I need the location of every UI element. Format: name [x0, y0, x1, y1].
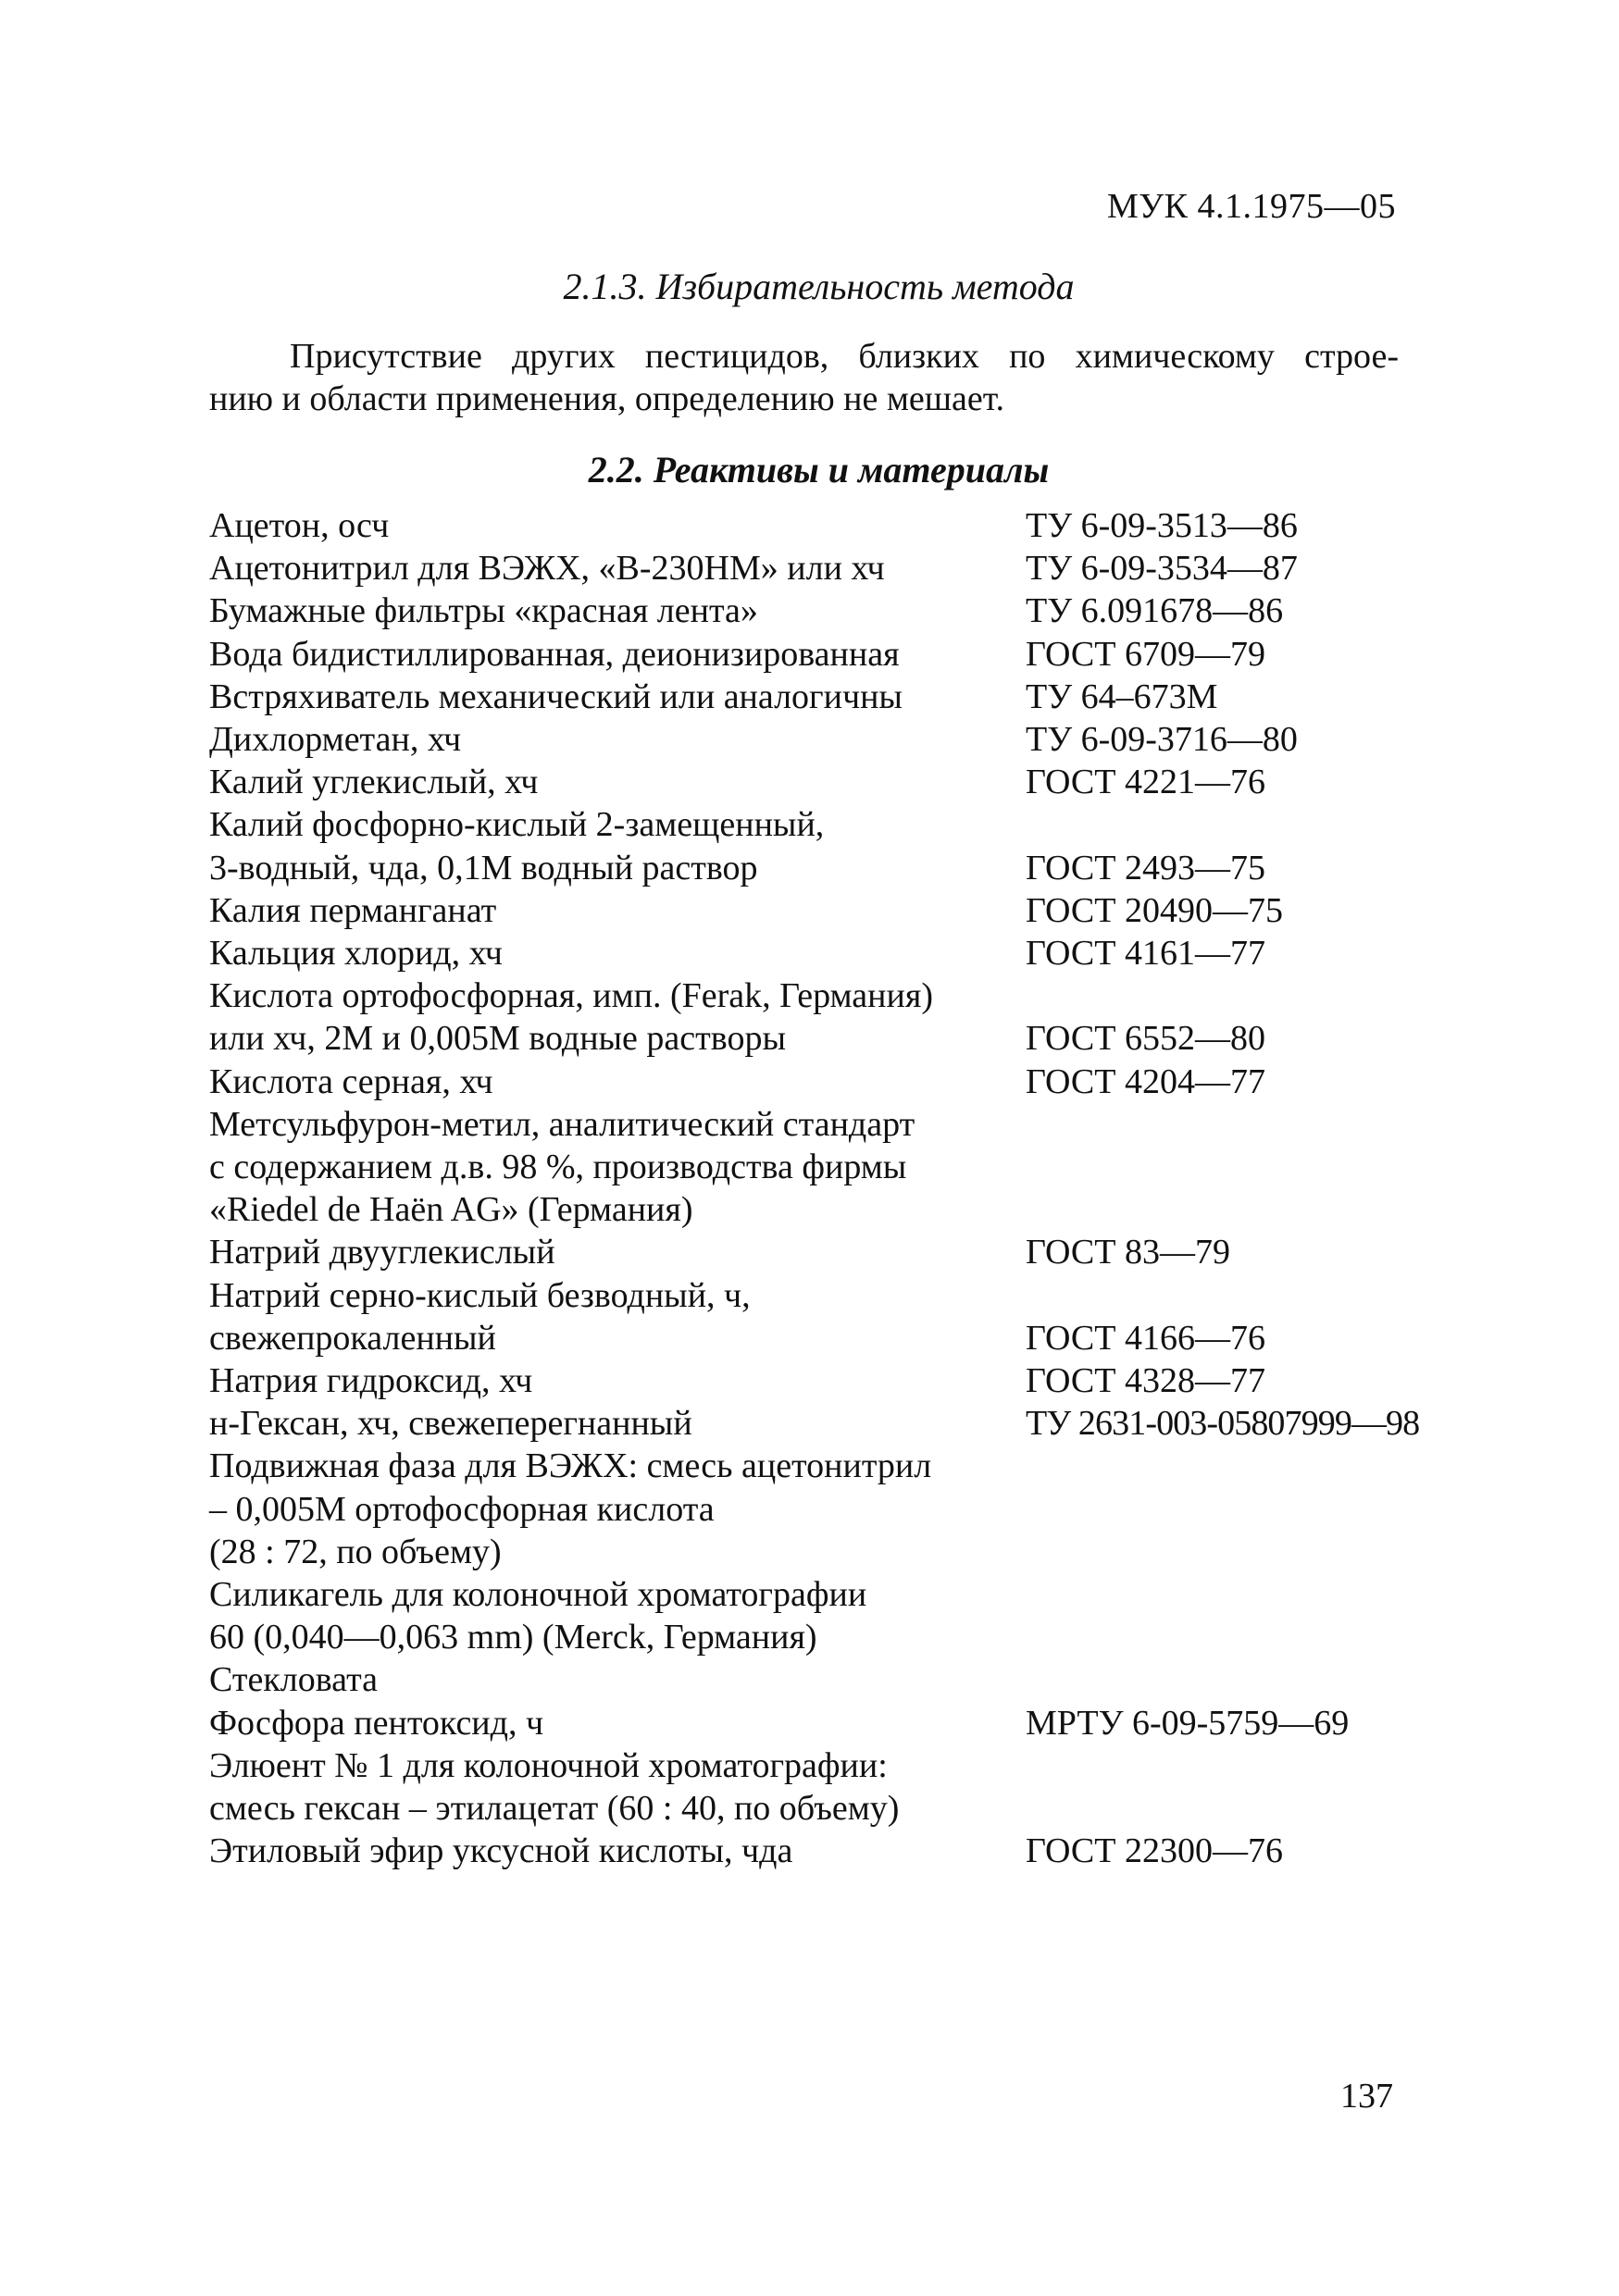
- list-item-row: [209, 1402, 1505, 1445]
- reagent-standard-empty: [1026, 974, 1505, 1017]
- list-item-row: [209, 504, 1505, 547]
- list-item: [209, 1061, 1505, 1103]
- reagent-name: Калий углекислый, хч: [209, 763, 539, 802]
- paragraph-line: Присутствие других пестицидов, близких по химическому строе-: [290, 337, 1399, 376]
- list-item-row: [209, 974, 1505, 1017]
- reagent-standard: ГОСТ 20490—75: [1026, 890, 1283, 930]
- reagent-name: Кальция хлорид, хч: [209, 934, 503, 974]
- reagent-standard-empty: [1026, 1445, 1505, 1487]
- reagent-name: н-Гексан, хч, свежеперегнанный: [209, 1404, 692, 1444]
- reagent-name: Фосфора пентоксид, ч: [209, 1703, 544, 1743]
- list-item: [209, 889, 1505, 932]
- reagent-name: (28 : 72, по объему): [209, 1532, 502, 1571]
- list-item-row: [209, 1188, 1505, 1231]
- list-item-row: [209, 847, 1505, 889]
- list-item-row: [209, 1146, 1505, 1188]
- reagent-name: смесь гексан – этилацетат (60 : 40, по объему): [209, 1789, 900, 1829]
- list-item: [209, 1830, 1505, 1872]
- reagent-standard: ТУ 6.091678—86: [1026, 591, 1284, 631]
- list-item-row: [209, 1658, 1505, 1701]
- list-item-row: [209, 1274, 1505, 1317]
- list-item-row: [209, 1531, 1505, 1573]
- reagent-name: с содержанием д.в. 98 %, производства фирмы: [209, 1148, 907, 1187]
- list-item-row: [209, 1061, 1505, 1103]
- list-item-row: [209, 1317, 1505, 1359]
- selectivity-paragraph: [209, 335, 1399, 420]
- list-item: [209, 1573, 1505, 1658]
- reagent-standard-empty: [1026, 1188, 1505, 1231]
- list-item: [209, 803, 1505, 888]
- reagent-name: Бумажные фильтры «красная лента»: [209, 591, 758, 631]
- list-item-row: [209, 1787, 1505, 1830]
- list-item: [209, 633, 1505, 676]
- list-item: [209, 504, 1505, 547]
- reagent-standard-empty: [1026, 1274, 1505, 1317]
- reagent-name: Кислота ортофосфорная, имп. (Ferak, Германия): [209, 976, 933, 1016]
- reagent-standard-empty: [1026, 1787, 1505, 1830]
- reagent-name: Натрия гидроксид, хч: [209, 1361, 533, 1401]
- list-item: [209, 718, 1505, 761]
- list-item-row: [209, 1744, 1505, 1787]
- reagent-name: Ацетон, осч: [209, 506, 390, 545]
- reagent-name: Подвижная фаза для ВЭЖХ: смесь ацетонитрил: [209, 1446, 932, 1486]
- reagent-standard-empty: [1026, 1573, 1505, 1616]
- reagent-name: Стекловата: [209, 1660, 379, 1700]
- reagent-standard: ТУ 2631-003-05807999—98: [1026, 1404, 1420, 1444]
- page-number: 137: [1340, 2077, 1393, 2116]
- reagent-name: Элюент № 1 для колоночной хроматографии:: [209, 1745, 888, 1785]
- list-item-row: [209, 718, 1505, 761]
- reagent-name: 60 (0,040—0,063 mm) (Merck, Германия): [209, 1618, 817, 1657]
- paragraph-line: нию и области применения, определению не мешает.: [209, 379, 1005, 418]
- reagent-standard: МРТУ 6-09-5759—69: [1026, 1703, 1350, 1743]
- list-item: [209, 1359, 1505, 1402]
- list-item: [209, 932, 1505, 974]
- reagent-name: Натрий серно-кислый безводный, ч,: [209, 1275, 751, 1315]
- list-item-row: [209, 1103, 1505, 1146]
- reagents-list: [209, 504, 1505, 1873]
- reagent-name: Метсульфурон-метил, аналитический стандарт: [209, 1104, 915, 1144]
- reagent-name: свежепрокаленный: [209, 1318, 496, 1358]
- list-item-row: [209, 1488, 1505, 1531]
- list-item: [209, 1402, 1505, 1445]
- reagent-name: Кислота серная, хч: [209, 1061, 493, 1101]
- reagent-standard: ТУ 6-09-3534—87: [1026, 549, 1298, 589]
- section-title-selectivity: 2.1.3. Избирательность метода: [563, 266, 1075, 307]
- reagent-name: Силикагель для колоночной хроматографии: [209, 1575, 867, 1615]
- reagent-standard: ГОСТ 6709—79: [1026, 634, 1265, 674]
- reagent-name: Этиловый эфир уксусной кислоты, чда: [209, 1831, 793, 1871]
- reagent-name: – 0,005М ортофосфорная кислота: [209, 1489, 715, 1529]
- list-item: [209, 547, 1505, 590]
- list-item-row: [209, 1573, 1505, 1616]
- list-item-row: [209, 547, 1505, 590]
- reagent-standard: ГОСТ 22300—76: [1026, 1831, 1283, 1871]
- list-item: [209, 1658, 1505, 1701]
- reagent-name: или хч, 2М и 0,005М водные растворы: [209, 1019, 786, 1059]
- reagent-standard-empty: [1026, 1531, 1505, 1573]
- reagent-standard: ГОСТ 4161—77: [1026, 934, 1265, 974]
- list-item: [209, 1231, 1505, 1273]
- reagent-standard-empty: [1026, 803, 1505, 846]
- list-item: [209, 1744, 1505, 1830]
- reagent-standard-empty: [1026, 1488, 1505, 1531]
- list-item: [209, 1274, 1505, 1359]
- list-item: [209, 974, 1505, 1060]
- list-item: [209, 761, 1505, 803]
- reagent-standard-empty: [1026, 1146, 1505, 1188]
- reagent-standard-empty: [1026, 1616, 1505, 1658]
- list-item-row: [209, 932, 1505, 974]
- reagent-standard: ГОСТ 4204—77: [1026, 1061, 1265, 1101]
- reagent-name: Калия перманганат: [209, 890, 497, 930]
- reagent-name: Натрий двууглекислый: [209, 1233, 555, 1272]
- list-item-row: [209, 803, 1505, 846]
- list-item-row: [209, 590, 1505, 632]
- reagent-standard: ТУ 6-09-3716—80: [1026, 720, 1298, 760]
- list-item-row: [209, 1616, 1505, 1658]
- reagent-name: Вода бидистиллированная, деионизированная: [209, 634, 900, 674]
- reagent-name: Встряхиватель механический или аналогичны: [209, 676, 903, 716]
- list-item: [209, 676, 1505, 718]
- list-item: [209, 590, 1505, 632]
- reagent-name: Калий фосфорно-кислый 2-замещенный,: [209, 805, 825, 845]
- reagent-standard: ТУ 6-09-3513—86: [1026, 506, 1298, 545]
- list-item-row: [209, 1445, 1505, 1487]
- list-item: [209, 1445, 1505, 1573]
- list-item-row: [209, 1359, 1505, 1402]
- list-item-row: [209, 761, 1505, 803]
- reagent-standard: ГОСТ 4221—76: [1026, 763, 1265, 802]
- list-item-row: [209, 676, 1505, 718]
- document-code-header: МУК 4.1.1975—05: [1106, 187, 1396, 226]
- reagent-name: Дихлорметан, хч: [209, 720, 462, 760]
- reagent-standard: ГОСТ 4328—77: [1026, 1361, 1265, 1401]
- list-item: [209, 1103, 1505, 1232]
- reagent-name: Ацетонитрил для ВЭЖХ, «В-230НМ» или хч: [209, 549, 885, 589]
- reagent-standard: ГОСТ 6552—80: [1026, 1019, 1265, 1059]
- list-item: [209, 1702, 1505, 1744]
- reagent-standard: ГОСТ 83—79: [1026, 1233, 1230, 1272]
- list-item-row: [209, 1017, 1505, 1060]
- reagent-standard-empty: [1026, 1744, 1505, 1787]
- list-item-row: [209, 1702, 1505, 1744]
- list-item-row: [209, 889, 1505, 932]
- reagent-standard-empty: [1026, 1103, 1505, 1146]
- reagent-standard-empty: [1026, 1658, 1505, 1701]
- reagent-name: 3-водный, чда, 0,1М водный раствор: [209, 848, 758, 887]
- reagent-standard: ГОСТ 4166—76: [1026, 1318, 1265, 1358]
- reagent-standard: ТУ 64–673М: [1026, 676, 1218, 716]
- section-title-reagents: 2.2. Реактивы и материалы: [588, 449, 1050, 490]
- list-item-row: [209, 633, 1505, 676]
- list-item-row: [209, 1231, 1505, 1273]
- reagent-name: «Riedel de Haën AG» (Германия): [209, 1190, 693, 1230]
- reagent-standard: ГОСТ 2493—75: [1026, 848, 1265, 887]
- list-item-row: [209, 1830, 1505, 1872]
